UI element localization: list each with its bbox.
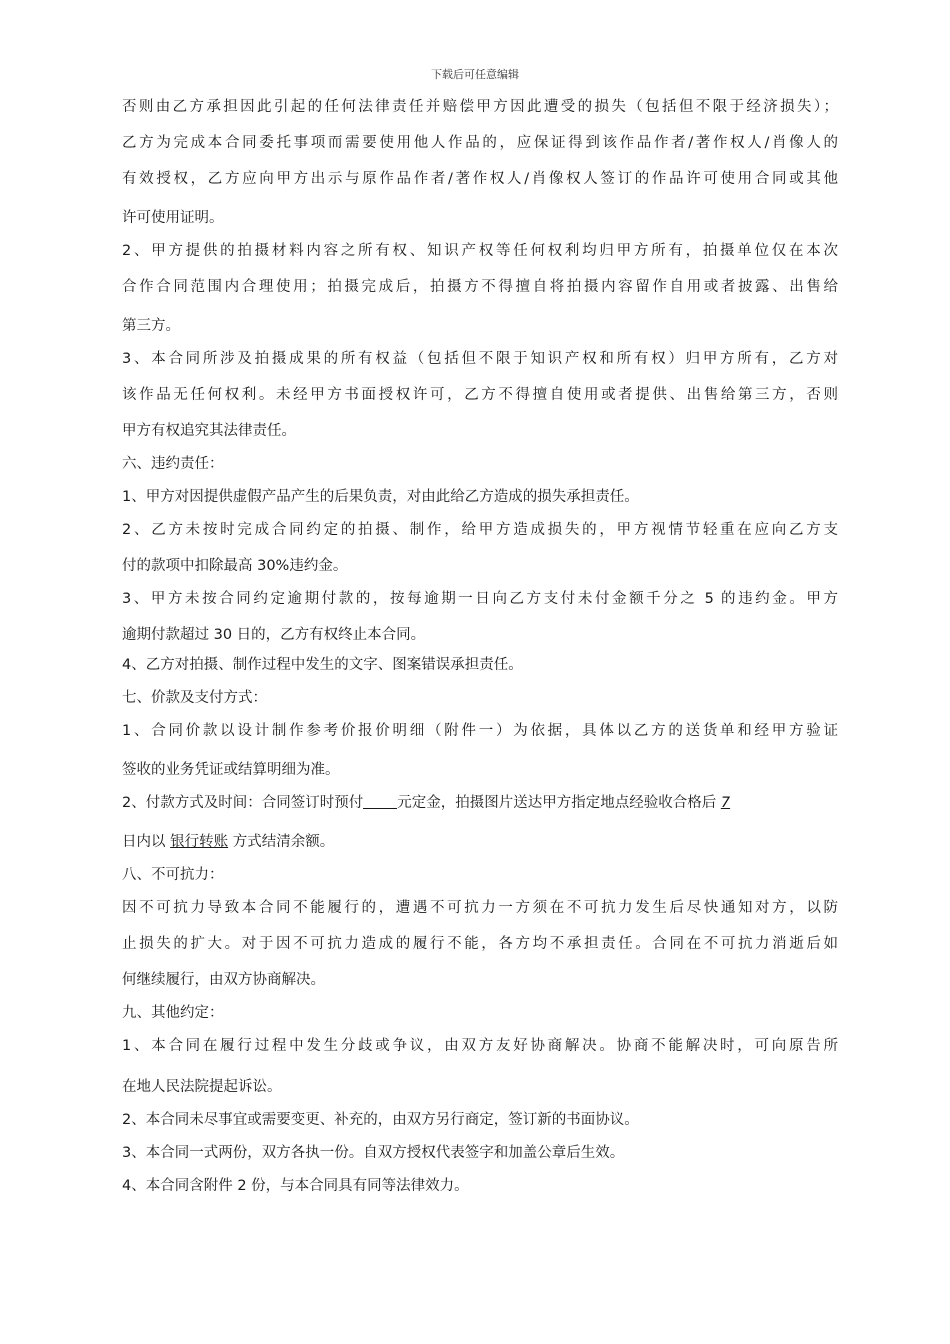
section-heading: 六、违约责任： [122,456,224,472]
section-heading: 八、不可抗力： [122,867,224,883]
paragraph-line: 合作合同范围内合理使用；拍摄完成后，拍摄方不得擅自将拍摄内容留作自用或者披露、出售给 [122,279,838,295]
paragraph-line: 1、合同价款以设计制作参考价报价明细（附件一）为依据，具体以乙方的送货单和经甲方验证 [122,723,838,739]
paragraph-line: 2、乙方未按时完成合同约定的拍摄、制作，给甲方造成损失的，甲方视情节轻重在应向乙方支 [122,522,838,538]
page-header: 下载后可任意编辑 [431,68,519,81]
paragraph-line: 许可使用证明。 [122,210,224,226]
paragraph-line: 逾期付款超过 30 日的，乙方有权终止本合同。 [122,627,426,643]
paragraph-line: 止损失的扩大。对于因不可抗力造成的履行不能，各方均不承担责任。合同在不可抗力消逝后如 [122,936,838,952]
contract-body [122,96,838,1198]
paragraph-line: 有效授权，乙方应向甲方出示与原作品作者/著作权人/肖像权人签订的作品许可使用合同或其他 [122,171,838,187]
payment-method: 银行转账 [170,834,229,850]
paragraph-line: 4、乙方对拍摄、制作过程中发生的文字、图案错误承担责任。 [122,657,523,673]
paragraph-line: 2、本合同未尽事宜或需要变更、补充的，由双方另行商定，签订新的书面协议。 [122,1112,639,1128]
paragraph-line: 因不可抗力导致本合同不能履行的，遭遇不可抗力一方须在不可抗力发生后尽快通知对方，以防 [122,900,838,916]
paragraph-line: 甲方有权追究其法律责任。 [122,423,296,439]
paragraph-line: 1、本合同在履行过程中发生分歧或争议，由双方友好协商解决。协商不能解决时，可向原告所 [122,1038,838,1054]
paragraph-line: 1、甲方对因提供虚假产品产生的后果负责，对由此给乙方造成的损失承担责任。 [122,489,639,505]
payment-text-b: 元定金，拍摄图片送达甲方指定地点经验收合格后 [397,795,717,811]
section-heading: 九、其他约定： [122,1005,224,1021]
paragraph-line: 何继续履行，由双方协商解决。 [122,972,325,988]
paragraph-line: 4、本合同含附件 2 份，与本合同具有同等法律效力。 [122,1178,469,1194]
payment-text-a: 2、付款方式及时间：合同签订时预付 [122,795,364,811]
paragraph-line: 2、甲方提供的拍摄材料内容之所有权、知识产权等任何权利均归甲方所有，拍摄单位仅在本次 [122,243,838,259]
paragraph-line: 3、本合同所涉及拍摄成果的所有权益（包括但不限于知识产权和所有权）归甲方所有，乙方对 [122,351,838,367]
payment-text-d: 方式结清余额。 [232,834,335,850]
paragraph-line: 3、甲方未按合同约定逾期付款的，按每逾期一日向乙方支付未付金额千分之 5 的违约金。甲方 [122,591,838,607]
payment-line-1 [122,792,838,815]
deposit-blank [363,792,397,809]
paragraph-line: 付的款项中扣除最高 30%违约金。 [122,558,348,574]
paragraph-line: 否则由乙方承担因此引起的任何法律责任并赔偿甲方因此遭受的损失（包括但不限于经济损失）； [122,99,838,115]
payment-text-c: 日内以 [122,834,166,850]
paragraph-line: 乙方为完成本合同委托事项而需要使用他人作品的，应保证得到该作品作者/著作权人/肖像人的 [122,135,838,151]
paragraph-line: 第三方。 [122,318,180,334]
paragraph-line: 该作品无任何权利。未经甲方书面授权许可，乙方不得擅自使用或者提供、出售给第三方，否则 [122,387,838,403]
payment-days: 7 [720,795,731,811]
payment-line-2 [122,831,838,854]
paragraph-line: 在地人民法院提起诉讼。 [122,1079,282,1095]
section-heading: 七、价款及支付方式： [122,690,267,706]
paragraph-line: 3、本合同一式两份，双方各执一份。自双方授权代表签字和加盖公章后生效。 [122,1145,625,1161]
paragraph-line: 签收的业务凭证或结算明细为准。 [122,762,340,778]
